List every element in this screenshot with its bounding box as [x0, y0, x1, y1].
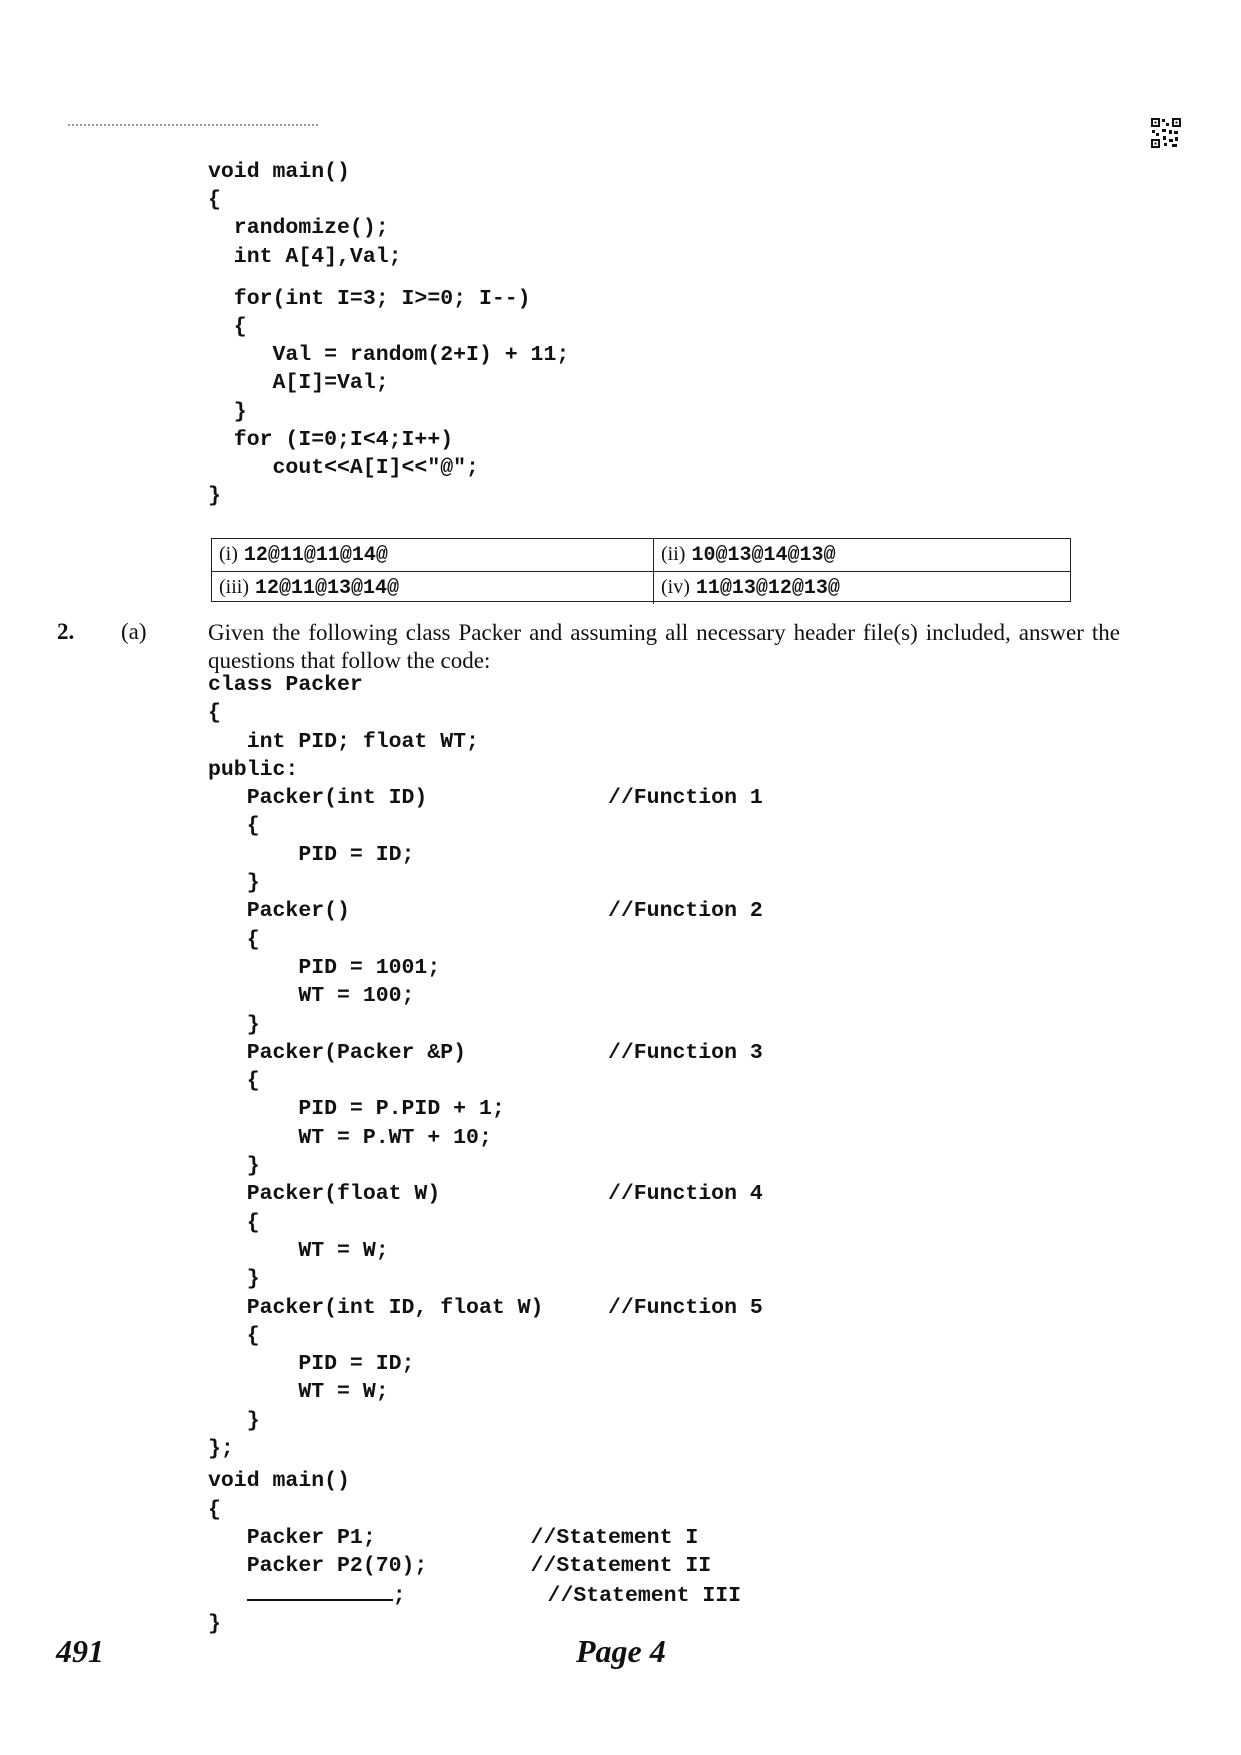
code-line: }: [208, 1408, 260, 1433]
code-line: Packer P1; //Statement I: [208, 1525, 699, 1550]
code-line: Packer(int ID, float W) //Function 5: [208, 1295, 763, 1320]
option-number: (iii): [219, 576, 249, 598]
code-line: void main(): [208, 160, 350, 184]
code-line: cout<<A[I]<<"@";: [208, 456, 479, 481]
option-number: (i): [219, 543, 238, 565]
code-line: }: [208, 1611, 221, 1636]
code-line: for (I=0;I<4;I++): [208, 427, 454, 452]
code-line: }: [208, 1154, 260, 1179]
code-line: Packer P2(70); //Statement II: [208, 1554, 712, 1579]
option-number: (ii): [661, 543, 686, 565]
code-line: randomize();: [208, 216, 389, 241]
option-value: 11@13@12@13@: [695, 577, 840, 600]
statement-3-text: ; //Statement III: [392, 1583, 742, 1608]
code-line: PID = P.PID + 1;: [208, 1097, 505, 1122]
code-line: A[I]=Val;: [208, 371, 389, 396]
code-line: Packer() //Function 2: [208, 899, 763, 924]
code-line: void main(): [208, 1469, 350, 1494]
code-line: public:: [208, 757, 299, 782]
code-line: for(int I=3; I>=0; I--): [208, 286, 531, 311]
option-value: 12@11@11@14@: [243, 544, 388, 567]
code-line: Packer(int ID) //Function 1: [208, 786, 763, 811]
option-cell: [212, 572, 654, 604]
code-line: PID = ID;: [208, 842, 415, 867]
code-line: PID = ID;: [208, 1352, 415, 1377]
options-table: [211, 538, 1071, 602]
code-line: {: [208, 188, 221, 213]
code-line: int A[4],Val;: [208, 244, 402, 269]
code-line: }: [208, 1267, 260, 1292]
option-number: (iv): [661, 576, 690, 598]
code-line: WT = P.WT + 10;: [208, 1125, 492, 1150]
code-line: {: [208, 1497, 221, 1522]
code-line: }: [208, 1012, 260, 1037]
option-value: 10@13@14@13@: [691, 544, 836, 567]
code-line: PID = 1001;: [208, 955, 441, 980]
page-number: Page 4: [576, 1633, 666, 1669]
code-block-main-random: [208, 158, 569, 510]
code-line: class Packer: [208, 673, 363, 697]
option-cell: [654, 539, 1070, 572]
header-rule: [68, 124, 318, 126]
code-line: }: [208, 871, 260, 896]
code-line: };: [208, 1437, 234, 1462]
qr-code-icon: [1150, 117, 1182, 149]
code-line: Val = random(2+I) + 11;: [208, 343, 570, 368]
option-value: 12@11@13@14@: [255, 577, 400, 600]
code-line: }: [208, 399, 247, 424]
code-line: {: [208, 1069, 260, 1094]
fill-in-blank: [247, 1581, 393, 1601]
code-line: WT = W;: [208, 1238, 389, 1263]
code-block-class-packer: [208, 671, 763, 1638]
code-line: {: [208, 1210, 260, 1235]
code-line: WT = W;: [208, 1380, 389, 1405]
code-line: {: [208, 315, 247, 340]
code-line: {: [208, 814, 260, 839]
code-line-statement-3: [208, 1581, 763, 1610]
code-line: {: [208, 701, 221, 726]
code-line: {: [208, 927, 260, 952]
code-line: WT = 100;: [208, 984, 415, 1009]
code-line: int PID; float WT;: [208, 729, 479, 754]
option-cell: [654, 572, 1070, 604]
code-line: }: [208, 484, 221, 509]
option-cell: [212, 539, 654, 572]
question-part: (a): [121, 619, 147, 644]
paper-code: 491: [56, 1633, 104, 1669]
question-number: 2.: [57, 619, 75, 644]
code-line: {: [208, 1323, 260, 1348]
code-line: Packer(float W) //Function 4: [208, 1182, 763, 1207]
question-text: Given the following class Packer and assuming all necessary header file(s) included, answer the questions that follow the code:: [208, 620, 1120, 673]
code-line: Packer(Packer &P) //Function 3: [208, 1040, 763, 1065]
